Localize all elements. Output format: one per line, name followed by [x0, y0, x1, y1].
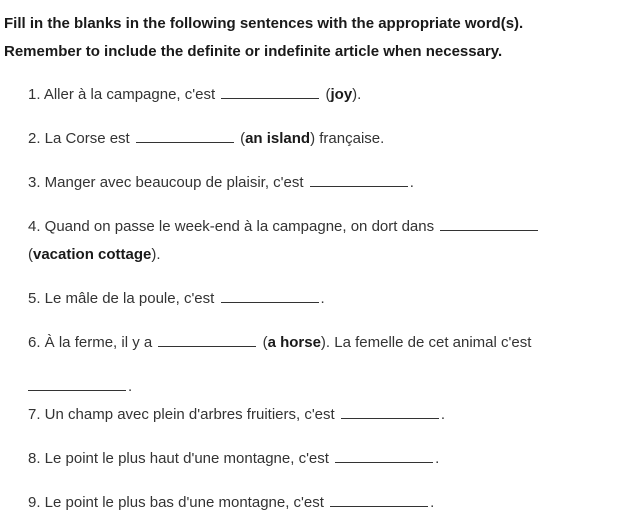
answer-blank-8[interactable]: [335, 461, 433, 463]
answer-blank-5[interactable]: [221, 301, 319, 303]
instructions: [4, 10, 610, 66]
answer-blank-2[interactable]: [136, 141, 234, 143]
hint-1: joy: [330, 86, 353, 103]
question-5: 5. Le mâle de la poule, c'est .: [28, 290, 325, 307]
instructions-line-2: Remember to include the definite or indefinite article when necessary.: [4, 43, 503, 60]
question-1: 1. Aller à la campagne, c'est (joy).: [28, 86, 362, 103]
hint-2: an island: [245, 130, 311, 147]
answer-blank-9[interactable]: [330, 505, 428, 507]
question-6: 6. À la ferme, il y a (a horse). La femelle de cet animal c'est .: [28, 334, 532, 395]
hint-6: a horse: [267, 334, 321, 351]
hint-4: vacation cottage: [33, 246, 152, 263]
question-2: 2. La Corse est (an island) française.: [28, 130, 385, 147]
answer-blank-7[interactable]: [341, 417, 439, 419]
instructions-line-1: Fill in the blanks in the following sentences with the appropriate word(s).: [4, 15, 524, 32]
answer-blank-6a[interactable]: [158, 345, 256, 347]
question-4: 4. Quand on passe le week-end à la campagne, on dort dans (vacation cottage).: [28, 213, 588, 269]
question-3: 3. Manger avec beaucoup de plaisir, c'est .: [28, 174, 414, 191]
answer-blank-1[interactable]: [221, 97, 319, 99]
question-8: 8. Le point le plus haut d'une montagne, c'est .: [28, 450, 440, 467]
question-9: 9. Le point le plus bas d'une montagne, c'est .: [28, 494, 435, 511]
answer-blank-4[interactable]: [440, 229, 538, 231]
question-7: 7. Un champ avec plein d'arbres fruitiers, c'est .: [28, 406, 446, 423]
answer-blank-6b[interactable]: [28, 389, 126, 391]
answer-blank-3[interactable]: [310, 185, 408, 187]
